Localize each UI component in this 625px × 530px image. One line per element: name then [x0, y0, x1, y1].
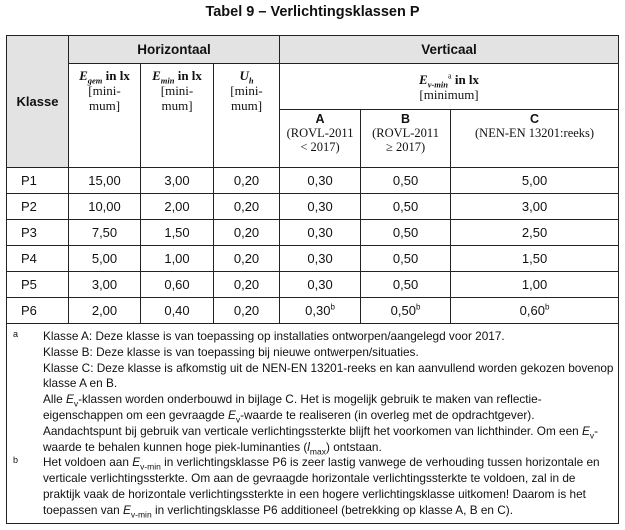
table-row: P4 5,00 1,00 0,20 0,30 0,50 1,50	[7, 246, 619, 272]
header-horizontaal: Horizontaal	[69, 36, 280, 64]
table-row: P2 10,00 2,00 0,20 0,30 0,50 3,00	[7, 194, 619, 220]
header-col-c: C (NEN-EN 13201:reeks)	[451, 110, 619, 168]
footnote-b: b Het voldoen aan $E_{v-min}$ in verlichtingsklasse P6 is zeer lastig vanwege de verhouding tussen horizontale en verticale verlichtingssterkte. Om aan de gevraagde horizontale verlichtingssterkte te voldoen, zal in de praktijk vaak de horizontale verlichtingssterkte in een hogere verlichtingsklasse uitkomen! Daarom is het toepassen van $E_{v-min}$ in verlichtingsklasse P6 additioneel (betrekking op klasse A, B en C).	[13, 455, 600, 520]
header-evmin: $E_{v-min}^a$ in lx [minimum]	[280, 64, 619, 110]
header-egem: $E_{gem}$ in lx [mini-mum]	[69, 64, 141, 168]
header-emin: $E_{min}$ in lx [mini-mum]	[141, 64, 214, 168]
header-emin-note: [mini-mum]	[160, 83, 194, 113]
header-evmin-note: [minimum]	[419, 86, 479, 102]
header-uh: $U_h$ [mini-mum]	[214, 64, 280, 168]
footnote-a: a Klasse A: Deze klasse is van toepassing op installaties ontworpen/aangelegd voor 2017. Klasse B: Deze klasse is van toepassing bij nieuwe ontwerpen/situaties. Klasse C: Deze klasse is afkomstig uit de NEN-EN 13201-reeks en kan aanvullend worden gekozen bovenop klasse A en B. Alle $E_v$-klassen worden onderbouwd in bijlage C. Het is mogelijk gebruik te maken van reflectie-eigenschappen om een gevraagde $E_v$-waarde te realiseren (in overleg met de opdrachtgever). Aandachtspunt bij gebruik van verticale verlichtingssterkte blijft het voorkomen van lichthinder. Om een $E_v$-waarde te behalen kunnen hoge piek-luminanties $(l_{max})$ ontstaan.	[13, 329, 614, 456]
header-uh-note: [mini-mum]	[230, 83, 263, 113]
table-row: P1 15,00 3,00 0,20 0,30 0,50 5,00	[7, 168, 619, 194]
table-row: P3 7,50 1,50 0,20 0,30 0,50 2,50	[7, 220, 619, 246]
header-col-b: B (ROVL-2011 ≥ 2017)	[361, 110, 451, 168]
lighting-classes-table	[6, 35, 619, 524]
table-row: P6 2,00 0,40 0,20 0,30$^b$ 0,50$^b$ 0,60$^b$	[7, 298, 619, 324]
table-row: P5 3,00 0,60 0,20 0,30 0,50 1,00	[7, 272, 619, 298]
table-footnotes	[7, 324, 619, 524]
header-col-a: A (ROVL-2011 < 2017)	[280, 110, 361, 168]
table-title: Tabel 9 – Verlichtingsklassen P	[205, 4, 420, 20]
header-egem-note: [mini-mum]	[88, 83, 121, 113]
header-klasse: Klasse	[7, 36, 69, 168]
header-verticaal: Verticaal	[280, 36, 619, 64]
